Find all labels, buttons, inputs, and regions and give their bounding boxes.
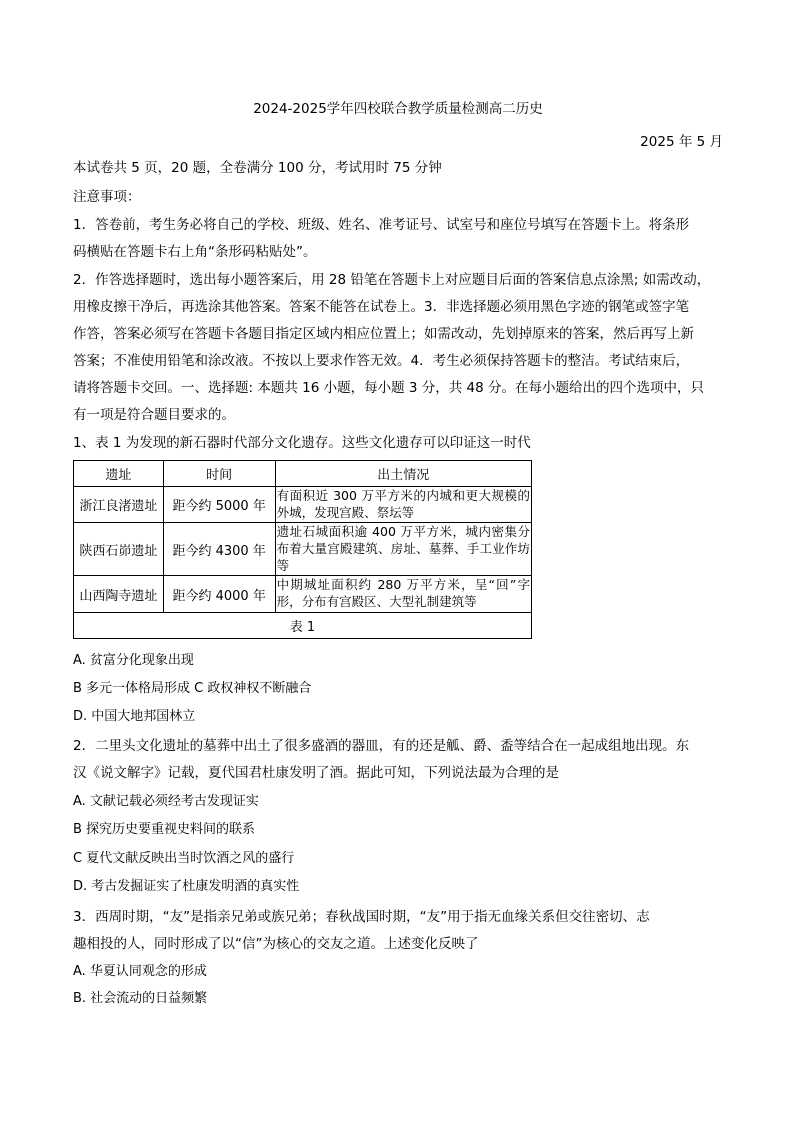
table-cell-time: 距今约 4300 年 xyxy=(163,523,275,576)
q2-stem-line-1: 2．二里头文化遗址的墓葬中出土了很多盛酒的器皿，有的还是觚、爵、盉等结合在一起成组地出现。东 xyxy=(73,738,690,754)
notice-title: 注意事项： xyxy=(73,189,141,205)
table-row xyxy=(74,523,532,576)
q1-option-d: D. 中国大地邦国林立 xyxy=(73,709,196,724)
q2-option-b: B 探究历史要重视史料间的联系 xyxy=(73,822,256,837)
table-row xyxy=(74,576,532,613)
q2-option-a: A. 文献记载必须经考古发现证实 xyxy=(73,794,259,809)
q3-option-a: A. 华夏认同观念的形成 xyxy=(73,964,207,979)
q1-option-b-c: B 多元一体格局形成 C 政权神权不断融合 xyxy=(73,681,312,696)
table-header-row xyxy=(74,461,532,487)
table-row xyxy=(74,487,532,523)
q2-option-d: D. 考古发掘证实了杜康发明酒的真实性 xyxy=(73,879,300,894)
table-cell-time: 距今约 4000 年 xyxy=(163,576,275,613)
table-header-cell: 时间 xyxy=(163,461,275,487)
notice-1-line-2: 码横贴在答题卡右上角“条形码粘贴处”。 xyxy=(73,244,317,260)
q3-stem-line-1: 3．西周时期，“友”是指亲兄弟或族兄弟；春秋战国时期，“友”用于指无血缘关系但交往密切、志 xyxy=(73,909,650,925)
table-cell-time: 距今约 5000 年 xyxy=(163,487,275,523)
table-cell-finds: 中期城址面积约 280 万平方米，呈“回”字形，分布有宫殿区、大型礼制建筑等 xyxy=(275,576,531,613)
table-header-cell: 出土情况 xyxy=(275,461,531,487)
notice-2-line-1: 2．作答选择题时，选出每小题答案后，用 28 铅笔在答题卡上对应题目后面的答案信息点涂黑; 如需改动， xyxy=(73,272,711,288)
table-cell-site: 陕西石峁遗址 xyxy=(74,523,164,576)
notice-2-line-5: 请将答题卡交回。一、选择题: 本题共 16 小题，每小题 3 分，共 48 分。在每小题给出的四个选项中，只 xyxy=(73,380,705,396)
notice-2-line-4: 答案；不准使用铅笔和涂改液。不按以上要求作答无效。4．考生必须保持答题卡的整洁。考试结束后， xyxy=(73,353,690,369)
exam-info: 本试卷共 5 页，20 题，全卷满分 100 分，考试用时 75 分钟 xyxy=(73,160,442,176)
q1-stem: 1、表 1 为发现的新石器时代部分文化遗存。这些文化遗存可以印证这一时代 xyxy=(73,435,531,451)
table-cell-site: 山西陶寺遗址 xyxy=(74,576,164,613)
q1-option-a: A. 贫富分化现象出现 xyxy=(73,653,194,668)
notice-2-line-2: 用橡皮擦干净后，再选涂其他答案。答案不能答在试卷上。3．非选择题必须用黑色字迹的钢笔或签字笔 xyxy=(73,299,690,315)
q2-option-c: C 夏代文献反映出当时饮酒之风的盛行 xyxy=(73,851,295,866)
q1-table xyxy=(73,460,532,639)
q3-option-b: B. 社会流动的日益频繁 xyxy=(73,991,208,1006)
table-cell-finds: 有面积近 300 万平方米的内城和更大规模的外城，发现宫殿、祭坛等 xyxy=(275,487,531,523)
table-cell-finds: 遗址石城面积逾 400 万平方米，城内密集分布着大量宫殿建筑、房址、墓葬、手工业作坊等 xyxy=(275,523,531,576)
exam-date: 2025 年 5 月 xyxy=(640,134,723,150)
q3-stem-line-2: 趣相投的人，同时形成了以“信”为核心的交友之道。上述变化反映了 xyxy=(73,936,479,952)
q2-stem-line-2: 汉《说文解字》记载，夏代国君杜康发明了酒。据此可知，下列说法最为合理的是 xyxy=(73,765,559,781)
table-header-cell: 遗址 xyxy=(74,461,164,487)
notice-1-line-1: 1．答卷前，考生务必将自己的学校、班级、姓名、准考证号、试室号和座位号填写在答题卡上。将条形 xyxy=(73,217,690,233)
notice-2-line-6: 有一项是符合题目要求的。 xyxy=(73,407,235,423)
table-cell-site: 浙江良渚遗址 xyxy=(74,487,164,523)
notice-2-line-3: 作答，答案必须写在答题卡各题目指定区域内相应位置上；如需改动，先划掉原来的答案，然后再写上新 xyxy=(73,326,694,342)
table-caption-row xyxy=(74,613,532,639)
exam-title: 2024-2025学年四校联合教学质量检测高二历史 xyxy=(253,101,543,117)
table-caption: 表 1 xyxy=(74,613,532,639)
